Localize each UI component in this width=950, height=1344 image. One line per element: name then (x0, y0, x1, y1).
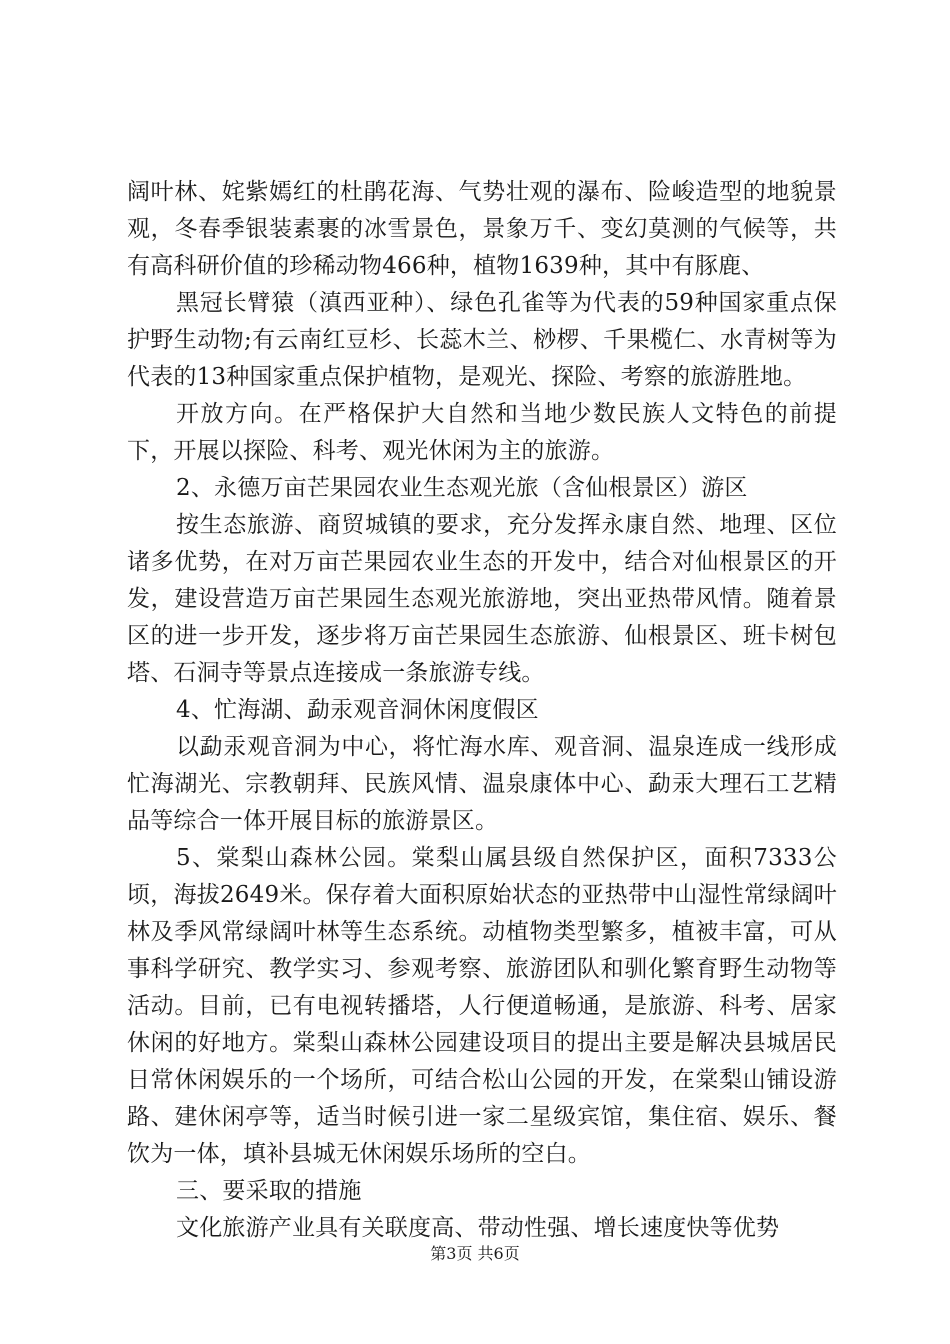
section-heading-2: 2、永德万亩芒果园农业生态观光旅（含仙根景区）游区 (176, 475, 748, 501)
paragraph-1: 阔叶林、姹紫嫣红的杜鹃花海、气势壮观的瀑布、险峻造型的地貌景观，冬春季银装素裹的冰雪景色，景象万千、变幻莫测的气候等，共有高科研价值的珍稀动物466种，植物1639种，其中有豚鹿、 (127, 179, 837, 279)
document-body (127, 174, 837, 1247)
paragraph-6: 5、棠梨山森林公园。棠梨山属县级自然保护区，面积7333公顷，海拔2649米。保存着大面积原始状态的亚热带中山湿性常绿阔叶林及季风常绿阔叶林等生态系统。动植物类型繁多，植被丰富，可从事科学研究、教学实习、参观考察、旅游团队和驯化繁育野生动物等活动。目前，已有电视转播塔，人行便道畅通，是旅游、科考、居家休闲的好地方。棠梨山森林公园建设项目的提出主要是解决县城居民日常休闲娱乐的一个场所，可结合松山公园的开发，在棠梨山铺设游路、建休闲亭等，适当时候引进一家二星级宾馆，集住宿、娱乐、餐饮为一体，填补县城无休闲娱乐场所的空白。 (127, 845, 837, 1167)
paragraph-4: 按生态旅游、商贸城镇的要求，充分发挥永康自然、地理、区位诸多优势，在对万亩芒果园农业生态的开发中，结合对仙根景区的开发，建设营造万亩芒果园生态观光旅游地，突出亚热带风情。随着景区的进一步开发，逐步将万亩芒果园生态旅游、仙根景区、班卡树包塔、石洞寺等景点连接成一条旅游专线。 (127, 512, 837, 686)
paragraph-2: 黑冠长臂猿（滇西亚种）、绿色孔雀等为代表的59种国家重点保护野生动物;有云南红豆杉、长蕊木兰、桫椤、千果榄仁、水青树等为代表的13种国家重点保护植物，是观光、探险、考察的旅游胜地。 (127, 290, 837, 390)
section-heading-measures: 三、要采取的措施 (176, 1178, 362, 1204)
section-heading-4: 4、忙海湖、勐汞观音洞休闲度假区 (176, 697, 539, 723)
paragraph-3: 开放方向。在严格保护大自然和当地少数民族人文特色的前提下，开展以探险、科考、观光休闲为主的旅游。 (127, 401, 837, 464)
paragraph-5: 以勐汞观音洞为中心，将忙海水库、观音洞、温泉连成一线形成忙海湖光、宗教朝拜、民族风情、温泉康体中心、勐汞大理石工艺精品等综合一体开展目标的旅游景区。 (127, 734, 837, 834)
paragraph-7: 文化旅游产业具有关联度高、带动性强、增长速度快等优势 (176, 1215, 780, 1241)
page-footer: 第3页 共6页 (430, 1244, 520, 1263)
